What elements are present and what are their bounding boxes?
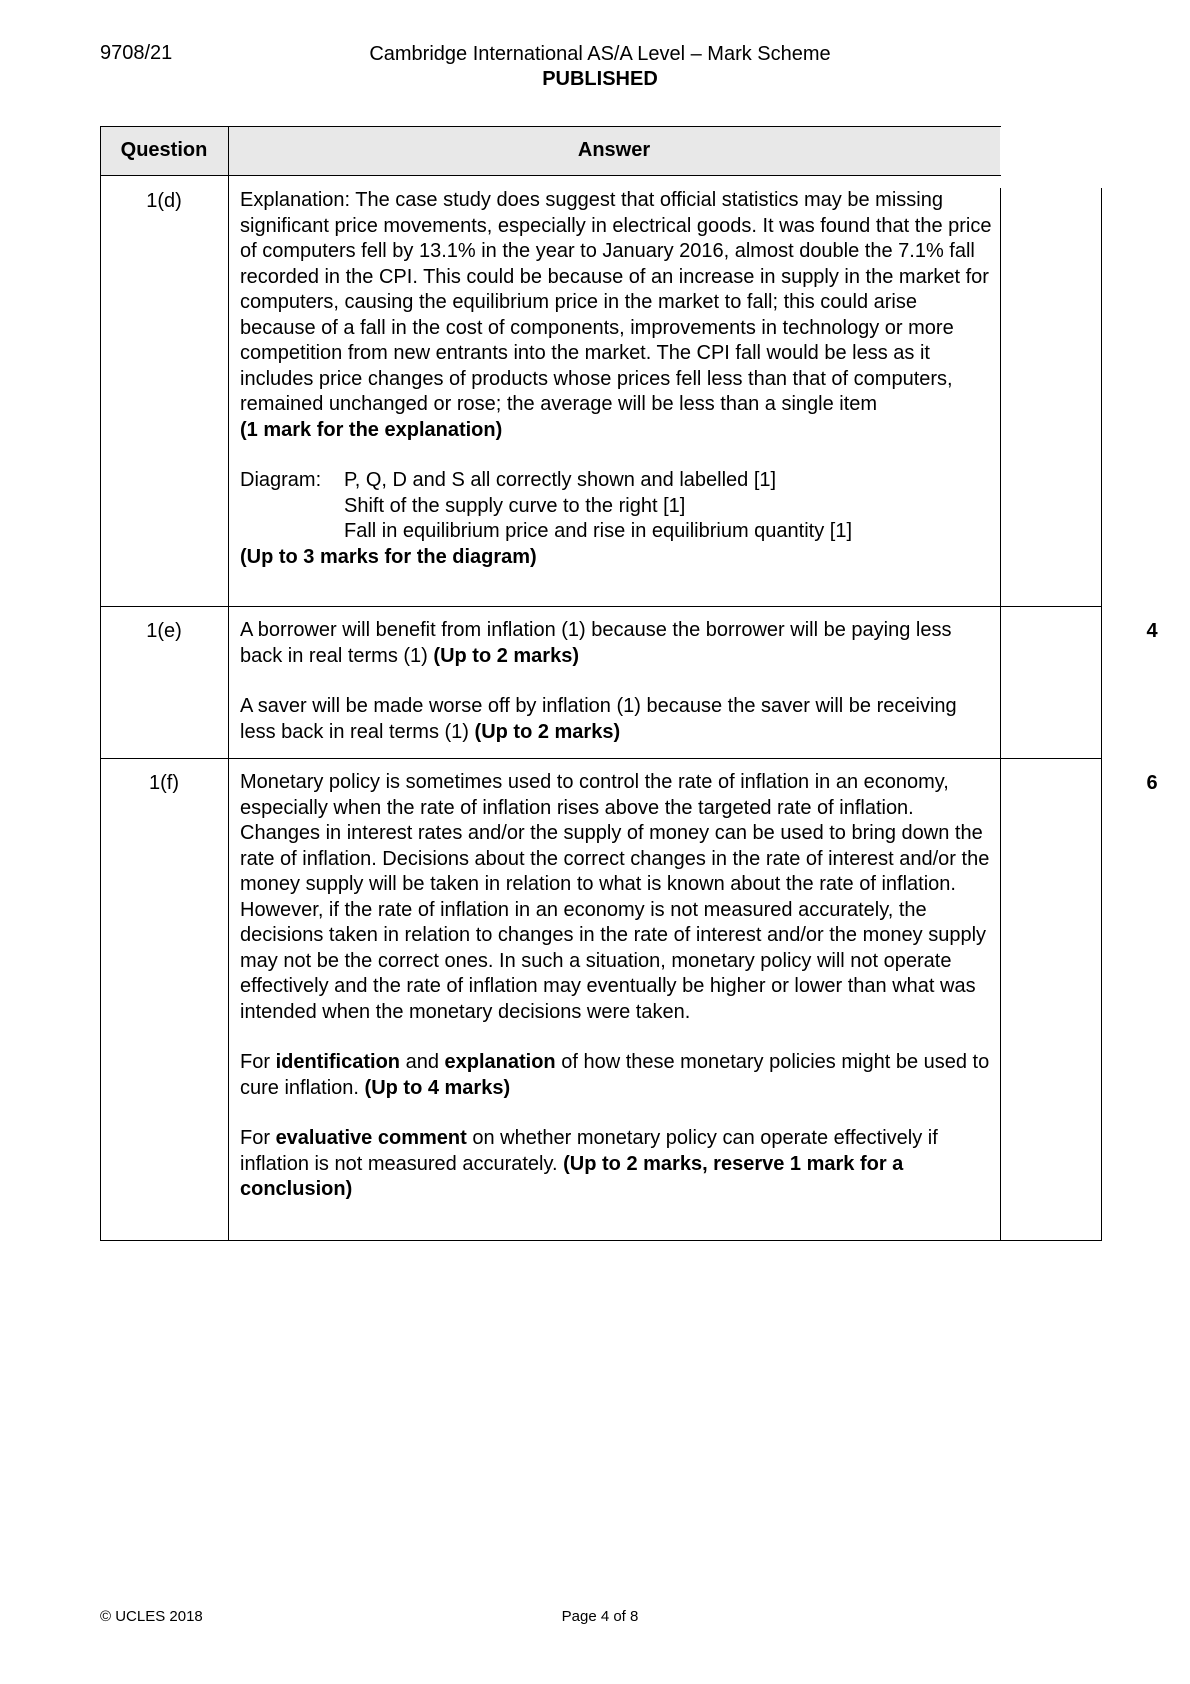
saver-text: A saver will be made worse off by inflation (1) because the saver will be receiving less back in real terms (1) bbox=[240, 695, 957, 743]
identification-mark: (Up to 4 marks) bbox=[364, 1076, 511, 1099]
question-number: 1(e) bbox=[146, 620, 182, 642]
answer-cell bbox=[240, 618, 992, 745]
status-label: PUBLISHED bbox=[542, 68, 658, 90]
column-header-question: Question bbox=[120, 139, 208, 161]
diagram-label: Diagram: bbox=[240, 469, 322, 491]
marks-value: 6 bbox=[1146, 772, 1158, 794]
document-title bbox=[340, 42, 860, 92]
document-title-text: Cambridge International AS/A Level – Mark Scheme bbox=[369, 43, 831, 65]
answer-cell: Monetary policy is sometimes used to control the rate of inflation in an economy, especially when the rate of inflation rises above the targeted rate of inflation. Changes in interest rates and/or the supply of money can be used to bring down the rate of inflation. Decisions about the correct changes in the rate of interest and/or the money supply will be taken in relation to what is known about the rate of inflation. However, if the rate of inflation in an economy is not measured accurately, the decisions taken in relation to changes in the rate of interest and/or the money supply may not be the correct ones. In such a situation, monetary policy will not operate effectively and the rate of inflation may eventually be higher or lower than what was intended when the monetary decisions were taken. For identification and explanation of how these monetary policies might be used to cure inflation. (Up to 4 marks) For evaluative comment on whether monetary policy can operate effectively if inflation is not measured accurately. (Up to 2 marks, reserve 1 mark for a conclusion) bbox=[240, 770, 992, 1203]
question-number: 1(d) bbox=[146, 190, 182, 212]
diagram-line-3: Fall in equilibrium price and rise in equilibrium quantity [1] bbox=[344, 520, 853, 542]
table-header-row bbox=[100, 126, 1000, 175]
question-number: 1(f) bbox=[149, 772, 179, 794]
column-header-answer: Answer bbox=[577, 139, 651, 161]
diagram-mark: (Up to 3 marks for the diagram) bbox=[240, 545, 537, 568]
syllabus-code: 9708/21 bbox=[100, 42, 173, 64]
explanation-text: Explanation: The case study does suggest that official statistics may be missing significant price movements, especially in electrical goods. It was found that the price of computers fell by 13.1% in the year to January 2016, almost double the 7.1% fall recorded in the CPI. This could be because of an increase in supply in the market for computers, causing the equilibrium price in the market to fall; this could arise because of a fall in the cost of components, improvements in technology or more competition from new entrants into the market. The CPI fall would be less as it includes price changes of products whose prices fell less than that of computers, remained unchanged or rose; the average will be less than a single item bbox=[240, 189, 992, 415]
diagram-line-2: Shift of the supply curve to the right [1] bbox=[344, 494, 686, 517]
page-number: Page 4 of 8 bbox=[561, 1608, 639, 1625]
diagram-line-1: Diagram: P, Q, D and S all correctly shown and labelled [1] bbox=[240, 468, 992, 494]
copyright-notice: © UCLES 2018 bbox=[100, 1608, 203, 1625]
borrower-mark: (Up to 2 marks) bbox=[433, 644, 579, 667]
monetary-policy-text: Monetary policy is sometimes used to control the rate of inflation in an economy, especially when the rate of inflation rises above the targeted rate of inflation. Changes in interest rates and/or the supply of money can be used to bring down the rate of inflation. Decisions about the correct changes in the rate of interest and/or the money supply will be taken in relation to what is known about the rate of inflation. However, if the rate of inflation in an economy is not measured accurately, the decisions taken in relation to changes in the rate of interest and/or the money supply may not be the correct ones. In such a situation, monetary policy will not operate effectively and the rate of inflation may eventually be higher or lower than what was intended when the monetary decisions were taken. bbox=[240, 771, 990, 1023]
evaluation-mark: (Up to 2 marks, reserve 1 mark for a conclusion) bbox=[240, 1152, 904, 1200]
borrower-text: A borrower will benefit from inflation (1) because the borrower will be paying less back in real terms (1) bbox=[240, 619, 952, 667]
marks-value: 4 bbox=[1146, 620, 1158, 642]
explanation-mark: (1 mark for the explanation) bbox=[240, 418, 503, 441]
answer-cell bbox=[240, 188, 992, 570]
saver-mark: (Up to 2 marks) bbox=[474, 720, 621, 743]
